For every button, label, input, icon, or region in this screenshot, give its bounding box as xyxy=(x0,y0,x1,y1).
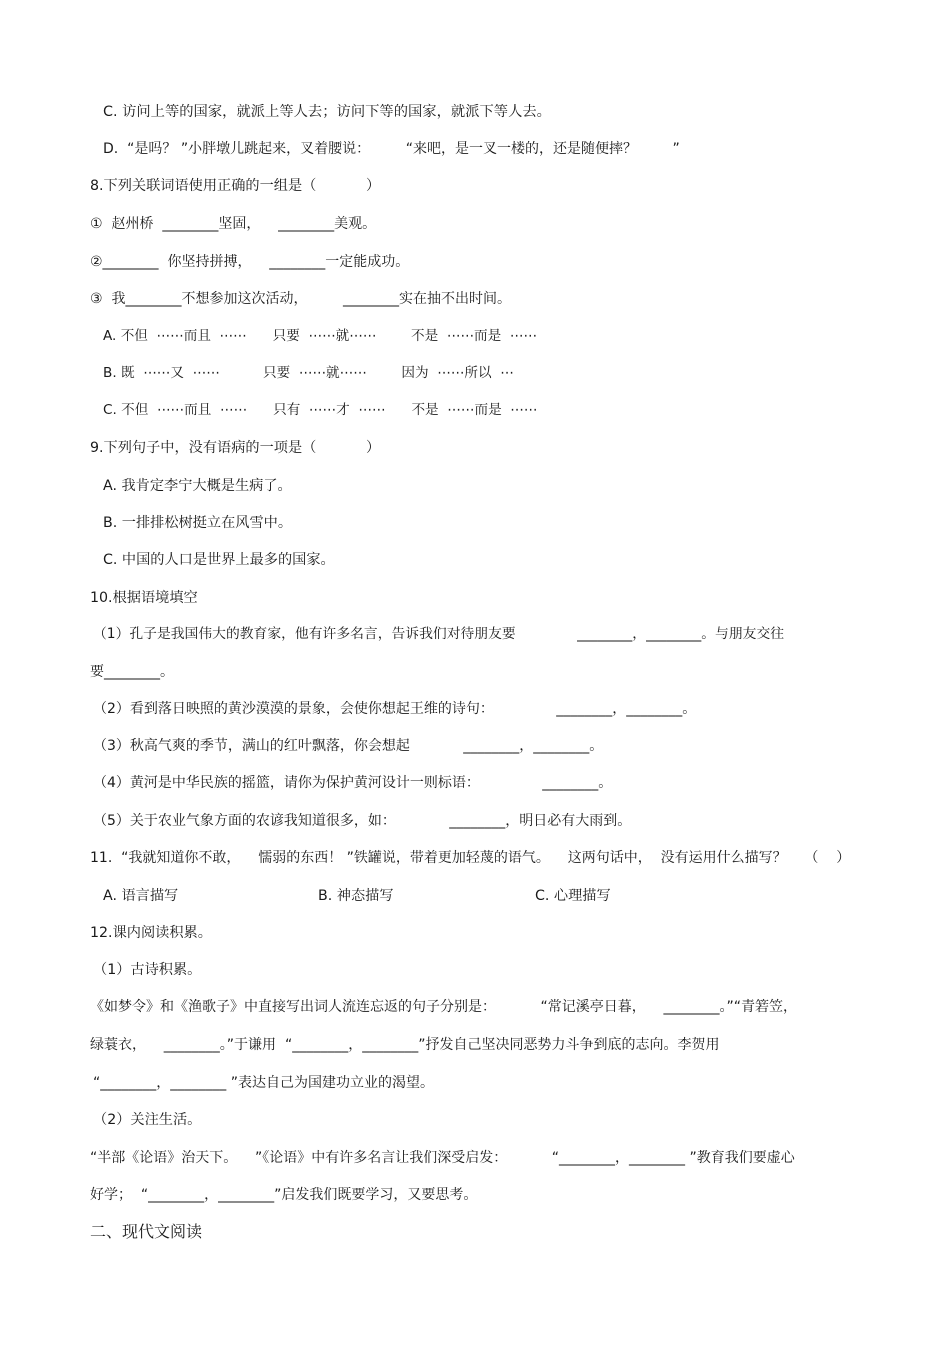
q11-option-a: A. 语言描写 xyxy=(103,888,179,904)
q12-part1-line-3: “________，________ ”表达自己为国建功立业的渴望。 xyxy=(93,1075,434,1091)
q10-item-2: （2）看到落日映照的黄沙漠漠的景象，会使你想起王维的诗句： ________，________。 xyxy=(93,701,697,717)
q11-option-b: B. 神态描写 xyxy=(318,888,394,904)
q8-stem: 8.下列关联词语使用正确的一组是（ ） xyxy=(90,178,381,194)
q10-item-1-cont: 要________。 xyxy=(90,664,174,680)
q11-option-c: C. 心理描写 xyxy=(535,888,611,904)
q10-stem: 10.根据语境填空 xyxy=(90,590,198,606)
q8-option-c: C. 不但 ⋯⋯而且 ⋯⋯ 只有 ⋯⋯才 ⋯⋯ 不是 ⋯⋯而是 ⋯⋯ xyxy=(103,402,538,418)
q12-part1-line-2: 绿蓑衣， ________。”于谦用 “________，________”抒发自己坚决同恶势力斗争到底的志向。李贺用 xyxy=(90,1037,720,1053)
q8-item-1: ① 赵州桥 ________坚固， ________美观。 xyxy=(90,216,377,232)
q10-item-5: （5）关于农业气象方面的农谚我知道很多，如： ________，明日必有大雨到。 xyxy=(93,813,632,829)
q7-option-d: D. “是吗？ ”小胖墩儿跳起来，叉着腰说： “来吧，是一叉一楼的，还是随便摔？ ” xyxy=(103,141,680,157)
q12-part2-line-2: 好学； “________，________”启发我们既要学习，又要思考。 xyxy=(90,1187,478,1203)
q8-option-b: B. 既 ⋯⋯又 ⋯⋯ 只要 ⋯⋯就⋯⋯ 因为 ⋯⋯所以 ⋯ xyxy=(103,365,514,381)
q12-part2-line-1: “半部《论语》治天下。 ”《论语》中有许多名言让我们深受启发： “________，________ ”教育我们要虚心 xyxy=(90,1150,795,1166)
q12-part1-line-1: 《如梦令》和《渔歌子》中直接写出词人流连忘返的句子分别是： “常记溪亭日暮， ________。”“青箬笠， xyxy=(90,999,798,1015)
q9-option-b: B. 一排排松树挺立在风雪中。 xyxy=(103,515,293,531)
q12-part2-title: （2）关注生活。 xyxy=(93,1112,202,1128)
q8-option-a: A. 不但 ⋯⋯而且 ⋯⋯ 只要 ⋯⋯就⋯⋯ 不是 ⋯⋯而是 ⋯⋯ xyxy=(103,328,538,344)
q10-item-3: （3）秋高气爽的季节，满山的红叶飘落，你会想起 ________，________。 xyxy=(93,738,604,754)
q10-item-1: （1）孔子是我国伟大的教育家，他有许多名言，告诉我们对待朋友要 ________，________。与朋友交往 xyxy=(93,626,785,642)
q11-stem: 11. “我就知道你不敢， 懦弱的东西！ ”铁罐说，带着更加轻蔑的语气。 这两句话中， 没有运用什么描写？ （ ） xyxy=(90,850,851,866)
q12-stem: 12.课内阅读积累。 xyxy=(90,925,212,941)
q8-item-3: ③ 我________不想参加这次活动， ________实在抽不出时间。 xyxy=(90,291,512,307)
q7-option-c: C. 访问上等的国家，就派上等人去；访问下等的国家，就派下等人去。 xyxy=(103,104,551,120)
q9-option-c: C. 中国的人口是世界上最多的国家。 xyxy=(103,552,335,568)
q8-item-2: ②________ 你坚持拼搏， ________一定能成功。 xyxy=(90,254,410,270)
section-2-heading: 二、现代文阅读 xyxy=(90,1222,203,1241)
q12-part1-title: （1）古诗积累。 xyxy=(93,962,202,978)
q9-stem: 9.下列句子中，没有语病的一项是（ ） xyxy=(90,440,381,456)
q10-item-4: （4）黄河是中华民族的摇篮，请你为保护黄河设计一则标语： ________。 xyxy=(93,775,613,791)
q9-option-a: A. 我肯定李宁大概是生病了。 xyxy=(103,478,292,494)
